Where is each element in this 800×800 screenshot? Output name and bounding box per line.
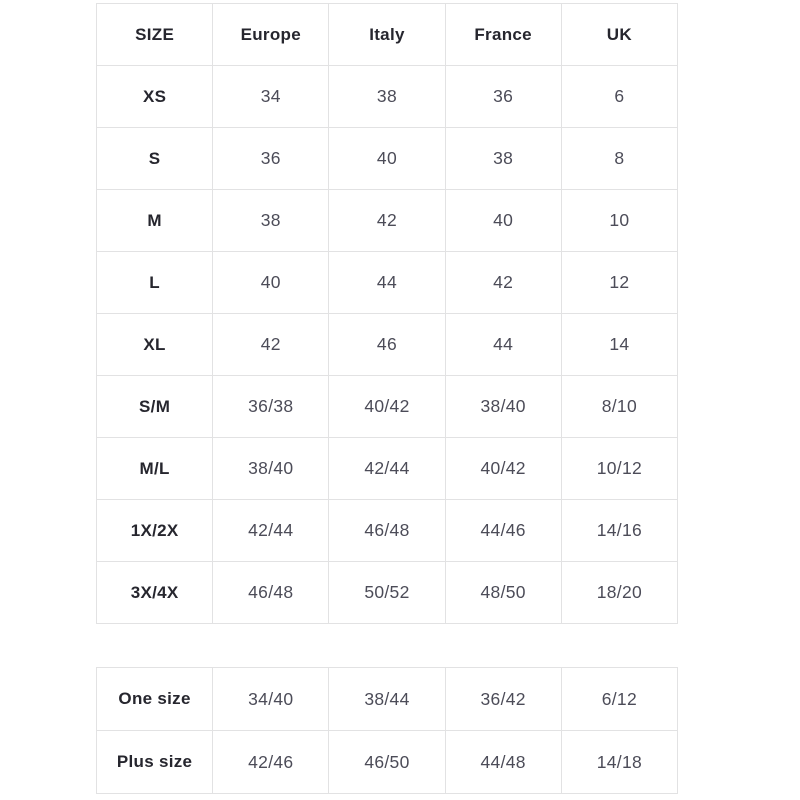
- size-label-cell: S/M: [97, 376, 213, 438]
- uk-value-cell: 18/20: [561, 562, 677, 624]
- size-table-body: [97, 66, 678, 624]
- europe-value-cell: 36: [213, 128, 329, 190]
- europe-value-cell: 40: [213, 252, 329, 314]
- france-value-cell: 44/46: [445, 500, 561, 562]
- italy-value-cell: 46/48: [329, 500, 445, 562]
- size-conversion-table: [96, 3, 678, 624]
- table-row-1x2x: [97, 500, 678, 562]
- italy-value-cell: 38: [329, 66, 445, 128]
- size-label-cell: 1X/2X: [97, 500, 213, 562]
- italy-value-cell: 44: [329, 252, 445, 314]
- europe-value-cell: 42/44: [213, 500, 329, 562]
- uk-value-cell: 6: [561, 66, 677, 128]
- size-label-cell: XS: [97, 66, 213, 128]
- europe-value-cell: 42/46: [213, 731, 329, 794]
- uk-value-cell: 14: [561, 314, 677, 376]
- uk-value-cell: 14/16: [561, 500, 677, 562]
- italy-value-cell: 42/44: [329, 438, 445, 500]
- france-value-cell: 44: [445, 314, 561, 376]
- table-row-3x4x: [97, 562, 678, 624]
- size-label-cell: S: [97, 128, 213, 190]
- europe-value-cell: 38: [213, 190, 329, 252]
- uk-value-cell: 8/10: [561, 376, 677, 438]
- europe-value-cell: 36/38: [213, 376, 329, 438]
- france-value-cell: 38/40: [445, 376, 561, 438]
- europe-value-cell: 38/40: [213, 438, 329, 500]
- italy-value-cell: 42: [329, 190, 445, 252]
- italy-value-cell: 40: [329, 128, 445, 190]
- header-row: [97, 4, 678, 66]
- header-france: France: [445, 4, 561, 66]
- france-value-cell: 40/42: [445, 438, 561, 500]
- size-label-cell: L: [97, 252, 213, 314]
- europe-value-cell: 46/48: [213, 562, 329, 624]
- table-row-sm: [97, 376, 678, 438]
- size-label-cell: M/L: [97, 438, 213, 500]
- table-row-m: [97, 190, 678, 252]
- italy-value-cell: 38/44: [329, 668, 445, 731]
- italy-value-cell: 46: [329, 314, 445, 376]
- table-row-xs: [97, 66, 678, 128]
- header-uk: UK: [561, 4, 677, 66]
- table-row-xl: [97, 314, 678, 376]
- europe-value-cell: 34: [213, 66, 329, 128]
- size-table-header: [97, 4, 678, 66]
- uk-value-cell: 8: [561, 128, 677, 190]
- italy-value-cell: 40/42: [329, 376, 445, 438]
- europe-value-cell: 42: [213, 314, 329, 376]
- italy-value-cell: 46/50: [329, 731, 445, 794]
- table-row-s: [97, 128, 678, 190]
- europe-value-cell: 34/40: [213, 668, 329, 731]
- france-value-cell: 36/42: [445, 668, 561, 731]
- france-value-cell: 44/48: [445, 731, 561, 794]
- header-italy: Italy: [329, 4, 445, 66]
- table-row-l: [97, 252, 678, 314]
- uk-value-cell: 12: [561, 252, 677, 314]
- france-value-cell: 36: [445, 66, 561, 128]
- size-label-cell: Plus size: [97, 731, 213, 794]
- uk-value-cell: 6/12: [561, 668, 677, 731]
- size-label-cell: XL: [97, 314, 213, 376]
- extra-table-body: [97, 668, 678, 794]
- uk-value-cell: 10/12: [561, 438, 677, 500]
- table-row-ml: [97, 438, 678, 500]
- france-value-cell: 38: [445, 128, 561, 190]
- size-label-cell: 3X/4X: [97, 562, 213, 624]
- one-size-plus-size-table: [96, 667, 678, 794]
- uk-value-cell: 10: [561, 190, 677, 252]
- france-value-cell: 40: [445, 190, 561, 252]
- italy-value-cell: 50/52: [329, 562, 445, 624]
- uk-value-cell: 14/18: [561, 731, 677, 794]
- size-label-cell: M: [97, 190, 213, 252]
- header-size: SIZE: [97, 4, 213, 66]
- france-value-cell: 48/50: [445, 562, 561, 624]
- table-row-one-size: [97, 668, 678, 731]
- header-europe: Europe: [213, 4, 329, 66]
- size-label-cell: One size: [97, 668, 213, 731]
- france-value-cell: 42: [445, 252, 561, 314]
- table-row-plus-size: [97, 731, 678, 794]
